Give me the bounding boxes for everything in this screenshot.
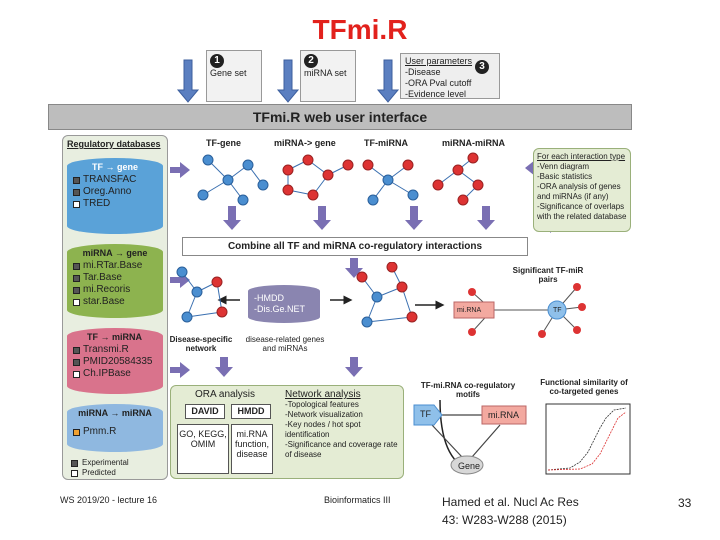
db-group-label: miRNA → gene bbox=[82, 248, 148, 258]
web-ui-bar: TFmi.R web user interface bbox=[48, 104, 632, 130]
functional-similarity-title: Functional similarity of co-targeted genes bbox=[540, 378, 628, 396]
interaction-info-box bbox=[533, 148, 631, 232]
regulatory-title: Regulatory databases bbox=[67, 139, 161, 149]
db-item: TRANSFAC bbox=[73, 174, 157, 186]
combine-bar: Combine all TF and miRNA co-regulatory interactions bbox=[182, 237, 528, 256]
motifs-title: TF-mi.RNA co-regulatory motifs bbox=[420, 381, 516, 399]
info-line: -ORA analysis of genes and miRNAs (if any) bbox=[537, 182, 621, 201]
analysis-panel bbox=[170, 385, 404, 479]
mirna-gene-db bbox=[67, 244, 163, 318]
db-item: Transmi.R bbox=[73, 344, 157, 356]
hmdd-database bbox=[248, 285, 320, 323]
legend bbox=[71, 458, 129, 478]
network-analysis-box: Network analysis -Topological features -Network visualization -Key nodes / hot spot identification -Significance and coverage rate of disease bbox=[285, 390, 401, 460]
db-item: TRED bbox=[73, 198, 157, 210]
pair-node-tf: TF bbox=[553, 307, 562, 314]
reference bbox=[442, 493, 579, 529]
db-item: Ch.IPBase bbox=[73, 368, 157, 380]
db-item: PMID20584335 bbox=[73, 356, 157, 368]
network-label-mirna-mirna: miRNA-miRNA bbox=[442, 138, 505, 148]
info-line: For each interaction type bbox=[537, 152, 626, 161]
page-number: 33 bbox=[678, 496, 692, 510]
ora-title: ORA analysis bbox=[195, 389, 256, 400]
step-number: 2 bbox=[304, 54, 318, 68]
params-title: User parameters bbox=[405, 56, 473, 66]
disease-network-label: Disease-specific network bbox=[169, 335, 233, 353]
info-line: -Significance of overlaps with the related database bbox=[537, 202, 627, 221]
info-line: -Venn diagram bbox=[537, 162, 590, 171]
motif-mirna: mi.RNA bbox=[488, 410, 519, 420]
db-group-label: TF → miRNA bbox=[87, 332, 142, 342]
reference-line-2: 43: W283-W288 (2015) bbox=[442, 513, 567, 527]
db-item: mi.RTar.Base bbox=[73, 260, 157, 272]
db-item: mi.Recoris bbox=[73, 284, 157, 296]
step-number: 3 bbox=[475, 60, 489, 74]
tf-mirna-db bbox=[67, 328, 163, 394]
pair-node-mirna: mi.RNA bbox=[457, 307, 482, 314]
db-item: Tar.Base bbox=[73, 272, 157, 284]
info-line: -Basic statistics bbox=[537, 172, 593, 181]
motif-gene: Gene bbox=[458, 461, 481, 471]
hmdd-line: -Dis.Ge.NET bbox=[254, 304, 306, 314]
db-item: Oreg.Anno bbox=[73, 186, 157, 198]
functional-similarity-plot bbox=[540, 402, 632, 480]
ora-david: DAVID bbox=[185, 404, 225, 419]
hmdd-line: -HMDD bbox=[254, 293, 284, 303]
footer-course: WS 2019/20 - lecture 16 bbox=[60, 495, 158, 505]
interaction-networks bbox=[188, 150, 528, 210]
param-item: -Evidence level bbox=[405, 89, 467, 99]
db-group-label: TF → gene bbox=[91, 162, 138, 172]
ora-hmdd: HMDD bbox=[231, 404, 271, 419]
legend-experimental: Experimental bbox=[82, 458, 129, 467]
network-label-tf-mirna: TF-miRNA bbox=[364, 138, 408, 148]
db-item: Pmm.R bbox=[73, 426, 157, 438]
gene-set-label: Gene set bbox=[210, 68, 247, 78]
step-number: 1 bbox=[210, 54, 224, 68]
significant-pairs-label: Significant TF-miR pairs bbox=[512, 266, 584, 284]
footer-center: Bioinformatics III bbox=[324, 495, 391, 505]
disease-related-label: disease-related genes and miRNAs bbox=[245, 335, 325, 353]
page-title: TFmi.R bbox=[312, 14, 408, 45]
ora-hmdd-body: mi.RNA function, disease bbox=[231, 424, 273, 474]
db-item: star.Base bbox=[73, 296, 157, 308]
mirna-mirna-db bbox=[67, 404, 163, 452]
param-item: -Disease bbox=[405, 67, 441, 77]
network-label-mirna-gene: miRNA-> gene bbox=[274, 138, 336, 148]
reference-line-1: Hamed et al. Nucl Ac Res bbox=[442, 495, 579, 509]
ora-david-body: GO, KEGG, OMIM bbox=[177, 424, 229, 474]
param-item: -ORA Pval cutoff bbox=[405, 78, 472, 88]
mirna-set-label: miRNA set bbox=[304, 68, 347, 78]
network-analysis-title: Network analysis bbox=[285, 389, 361, 400]
legend-predicted: Predicted bbox=[82, 468, 116, 477]
motif-tf: TF bbox=[420, 409, 431, 419]
db-group-label: miRNA → miRNA bbox=[78, 408, 152, 418]
regulatory-databases-panel bbox=[62, 135, 168, 480]
network-label-tf-gene: TF-gene bbox=[206, 138, 241, 148]
tf-gene-db bbox=[67, 158, 163, 234]
